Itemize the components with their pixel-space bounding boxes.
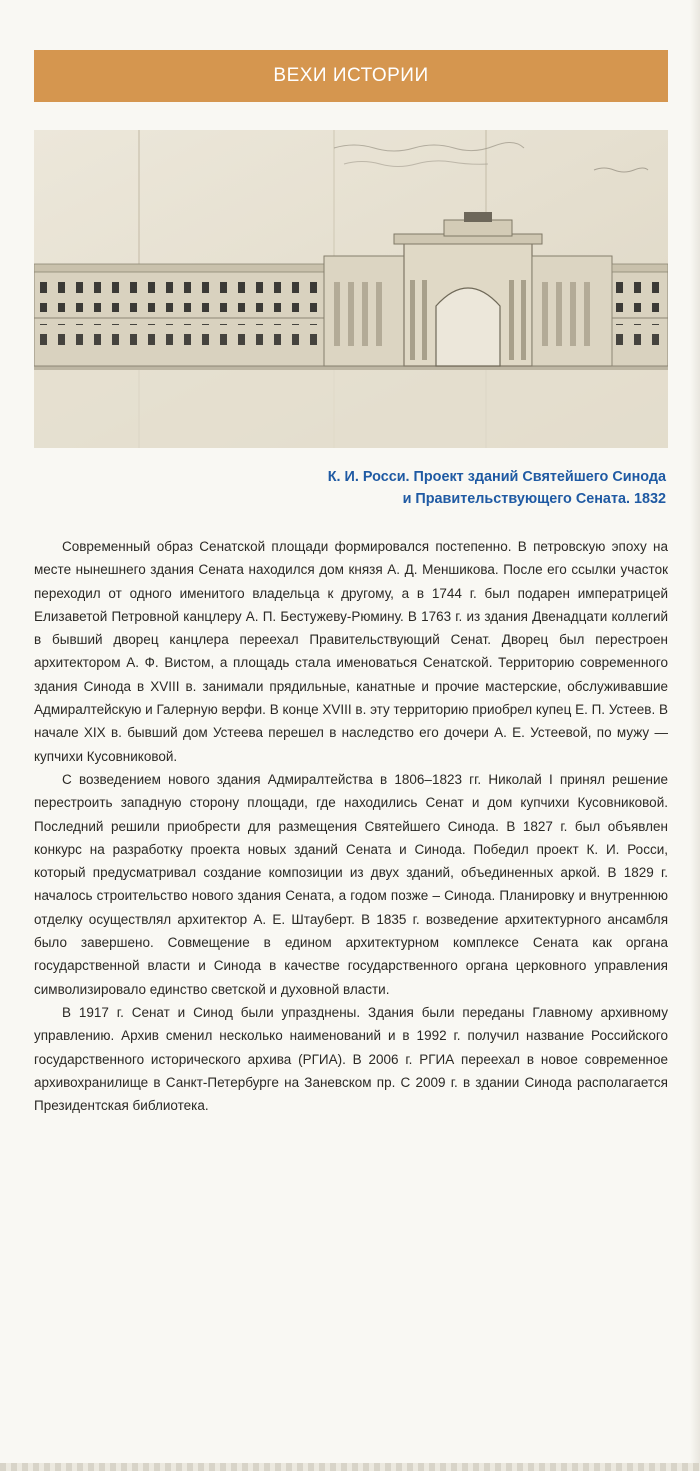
paragraph: В 1917 г. Сенат и Синод были упразднены. Здания были переданы Главному архивному управлению. Архив сменил несколько наименований и в 1992 г. получил название Российского государственного исторического архива (РГИА). В 2006 г. РГИА переехал в новое современное архивохранилище в Санкт-Петербурге на Заневском пр. С 2009 г. в здании Синода располагается Президентская библиотека. <box>34 1004 668 1114</box>
paragraph: С возведением нового здания Адмиралтейства в 1806–1823 гг. Николай I принял решение перестроить западную сторону площади, где находились Сенат и дом купчихи Кусовниковой. Последний решили приобрести для размещения Святейшего Синода. В 1827 г. был объявлен конкурс на разработку проекта новых зданий Сената и Синода. Победил проект К. И. Росси, который предусматривал создание композиции из двух зданий, объединенных аркой. В 1829 г. началось строительство нового здания Сената, а годом позже – Синода. Планировку и внутреннюю отделку осуществлял архитектор А. Е. Штауберт. В 1835 г. возведение архитектурного ансамбля было завершено. Совмещение в едином архитектурном комплексе Сената как органа государственной власти и Синода в качестве государственного органа церковного управления символизировало единство светской и духовной власти. <box>34 771 668 997</box>
architectural-drawing-figure <box>34 130 668 448</box>
paragraph: Современный образ Сенатской площади формировался постепенно. В петровскую эпоху на месте нынешнего здания Сената находился дом князя А. Д. Меншикова. После его ссылки участок переходил от одного именитого владельца к другому, а в 1744 г. был подарен императрицей Елизаветой Петровной канцлеру А. П. Бестужеву-Рюмину. В 1763 г. из здания Двенадцати коллегий в бывший дворец канцлера переехал Правительствующий Сенат. Дворец был перестроен архитектором А. Ф. Вистом, а площадь стала именоваться Сенатской. Территорию современного здания Синода в XVIII в. занимали прядильные, канатные и прочие мастерские, обслуживавшие Адмиралтейскую и Галерную верфи. В конце XVIII в. эту территорию приобрел купец Е. П. Устеев. В начале XIX в. бывший дом Устеева перешел в наследство его дочери А. Е. Устеевой, по мужу — купчихи Кусовниковой. <box>34 539 668 764</box>
section-title: ВЕХИ ИСТОРИИ <box>273 65 429 86</box>
page-edge-shadow <box>690 0 700 1471</box>
section-header-bar <box>34 50 668 102</box>
building-facade-drawing <box>34 130 668 448</box>
caption-line-1: К. И. Росси. Проект зданий Святейшего Синода <box>327 469 666 485</box>
figure-caption <box>106 466 666 510</box>
page-bottom-strip <box>0 1463 700 1471</box>
caption-line-2: и Правительствующего Сената. 1832 <box>402 491 666 507</box>
article-body <box>34 535 668 1117</box>
